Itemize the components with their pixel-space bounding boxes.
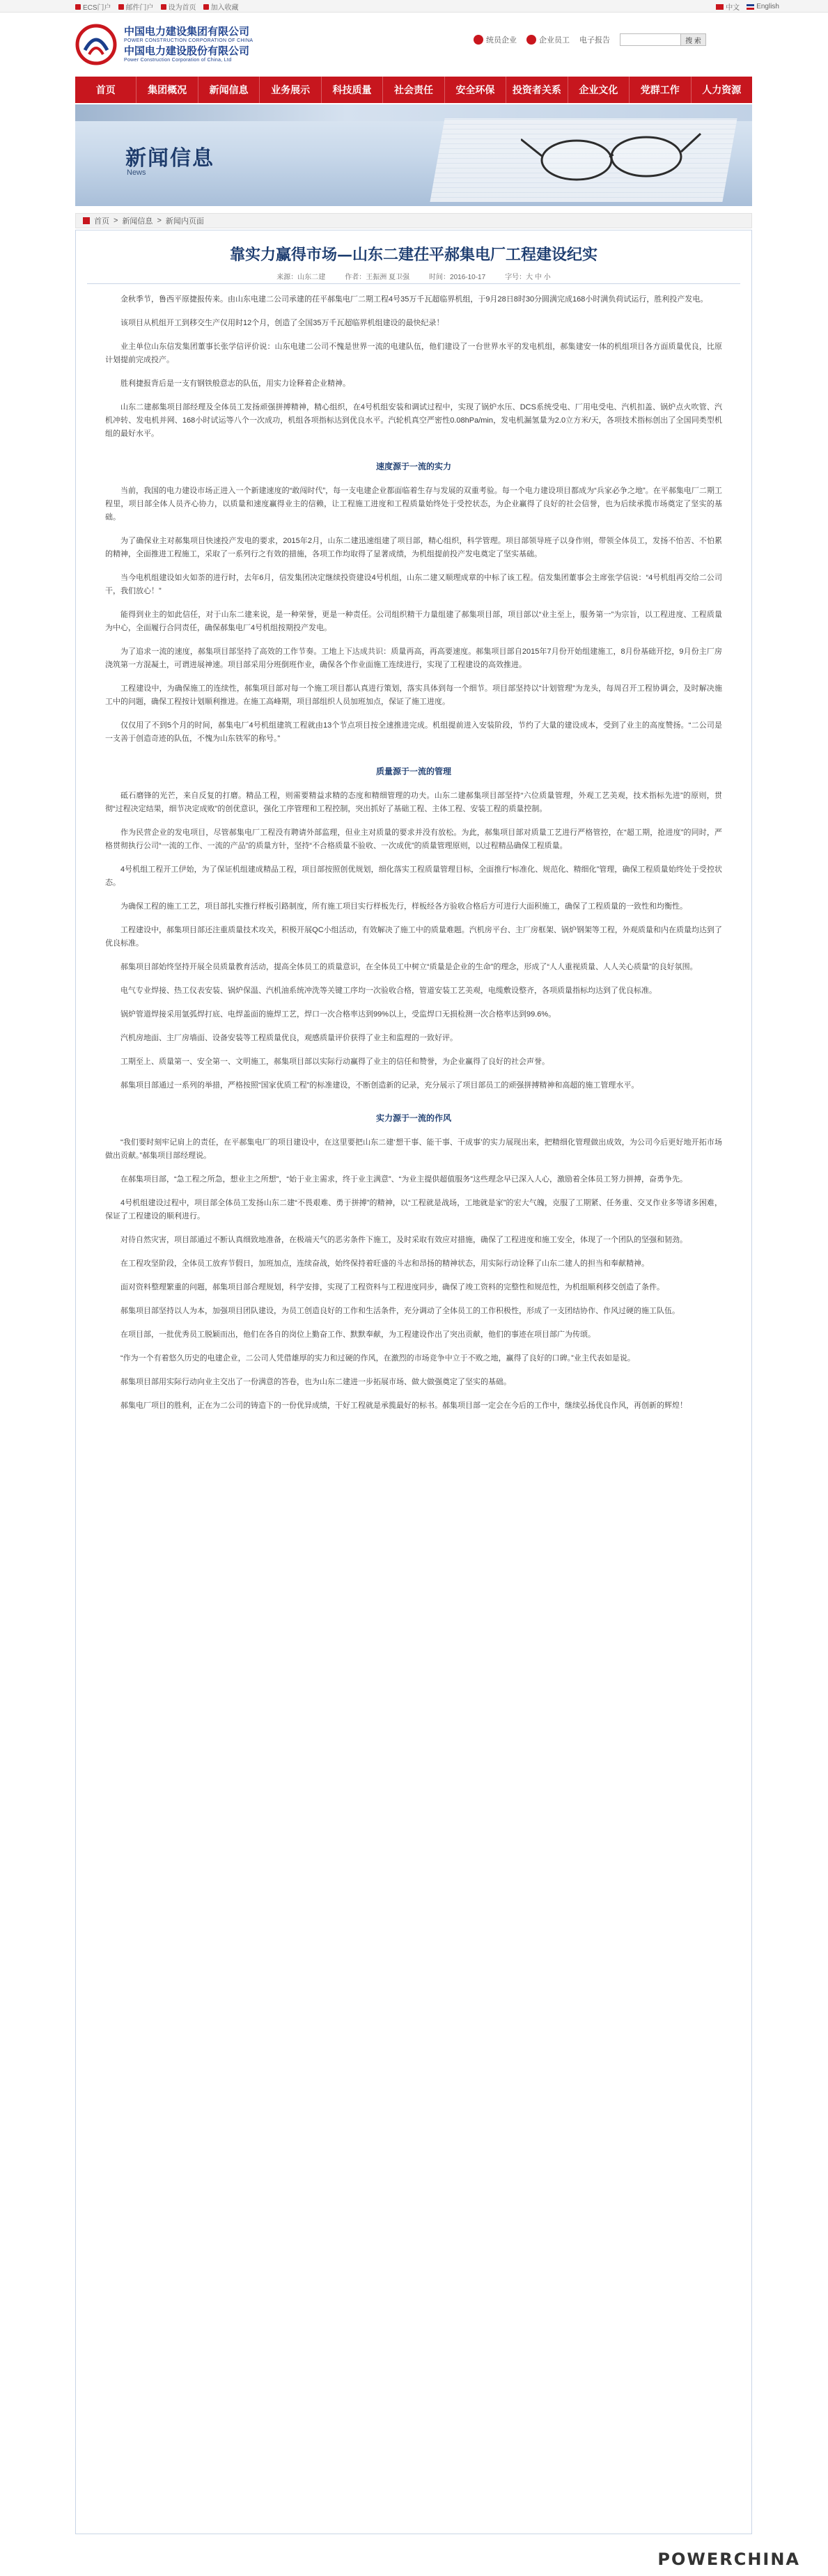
paragraph: 工程建设中，为确保施工的连续性，郝集项目部对每一个施工项目都认真进行策划，落实具体到每一个细节。项目部坚持以“计划管理”为龙头，每周召开工程协调会，及时解决施工中的问题，确保工程按计划顺利推进。在施工高峰期，项目部组织人员加班加点，保证了施工进度。 (105, 684, 722, 706)
nav-item-hr[interactable]: 人力资源 (702, 84, 742, 95)
china-flag-icon (716, 4, 724, 10)
uk-flag-icon (747, 4, 754, 10)
logo-en-group: POWER CONSTRUCTION CORPORATION OF CHINA (124, 38, 253, 43)
article-body (105, 293, 722, 1423)
star-icon (203, 4, 209, 10)
nav-item-business[interactable]: 业务展示 (260, 77, 321, 103)
paragraph: 为了确保业主对郝集项目快速投产发电的要求，2015年2月，山东二建迅速组建了项目部，精心组织，科学管理。项目部领导班子以身作则，带领全体员工，发扬不怕苦、不怕累的精神，全面推进工程施工，采取了一系列行之有效的措施，各项工作均取得了显著成绩，为机组提前投产发电奠定了坚实基础。 (105, 537, 722, 558)
paragraph: 工程建设中，郝集项目部还注重质量技术攻关，积极开展QC小组活动，有效解决了施工中的质量难题。汽机房平台、主厂房框架、锅炉钢架等工程，外观质量和内在质量均达到了优良标准。 (105, 926, 722, 948)
paragraph: 电气专业焊接、热工仪表安装、锅炉保温、汽机油系统冲洗等关键工序均一次验收合格，管道安装工艺美观，电缆敷设整齐，各项质量指标均达到了优良标准。 (120, 987, 657, 995)
lang-english[interactable]: English (747, 1, 779, 12)
article-author: 作者：王振洲 夏卫强 (345, 274, 410, 281)
nav-item-culture[interactable]: 企业文化 (568, 77, 630, 103)
paragraph: 4号机组建设过程中，项目部全体员工发扬山东二建“不畏艰难、勇于拼搏”的精神，以“工程就是战场，工地就是家”的宏大气魄，克服了工期紧、任务重、交叉作业多等诸多困难，保证了工程建设的顺利进行。 (105, 1199, 722, 1220)
header-tools (474, 33, 706, 46)
paragraph: 郝集项目部坚持以人为本，加强项目团队建设，为员工创造良好的工作和生活条件，充分调动了全体员工的工作积极性，形成了一支团结协作、作风过硬的施工队伍。 (120, 1307, 680, 1315)
paragraph: “我们要时刻牢记肩上的责任，在平郝集电厂的项目建设中，在这里要把山东二建‘想干事、能干事、干成事’的实力展现出来，把精细化管理做出成效，为公司今后更好地开拓市场做出贡献。”郝集项目部经理说。 (105, 1138, 722, 1160)
nav-item-party[interactable]: 党群工作 (630, 77, 691, 103)
logo-text (124, 25, 253, 64)
article-meta (76, 271, 751, 281)
paragraph: 郝集电厂项目的胜利，正在为二公司的铸造下的一份优异成绩，干好工程就是承揽最好的标书。郝集项目部一定会在今后的工作中，继续弘扬优良作风，再创新的辉煌！ (120, 1401, 687, 1410)
staff-link[interactable]: 企业员工 (526, 34, 570, 45)
search-input[interactable] (620, 33, 681, 46)
logo-en-company: Power Construction Corporation of China, Ltd (124, 58, 232, 63)
paragraph: 郝集项目部始终坚持开展全员质量教育活动，提高全体员工的质量意识，在全体员工中树立“质量是企业的生命”的理念，形成了“人人重视质量、人人关心质量”的良好氛围。 (120, 963, 698, 971)
e-report-link[interactable]: 电子报告 (579, 36, 610, 45)
set-homepage-link[interactable]: 设为首页 (161, 1, 196, 12)
breadcrumb: 首页 > 新闻信息 > 新闻内页面 (75, 213, 752, 228)
paragraph: 当前，我国的电力建设市场正进入一个新建速度的“敢闯时代”，每一支电建企业都面临着生存与发展的双重考验。每一个电力建设项目都成为“兵家必争之地”。在平郝集电厂二期工程里，项目部全体人员齐心协力，以质量和速度赢得业主的信赖，让工程施工进度和工程质量始终处于受控状态，为企业赢得了良好的社会信誉，也为后续承揽市场奠定了坚实的基础。 (105, 487, 722, 521)
paragraph: 在郝集项目部，“急工程之所急，想业主之所想”，“始于业主需求，终于业主满意”、“为业主提供超值服务”这些理念早已深入人心，激励着全体员工努力拼搏，奋勇争先。 (120, 1175, 687, 1184)
page-footer (0, 2541, 828, 2576)
lang-chinese[interactable]: 中文 (716, 1, 740, 12)
language-switch (716, 1, 779, 12)
article-title: 靠实力赢得市场—山东二建茌平郝集电厂工程建设纪实 (229, 246, 597, 264)
paragraph: 面对资料整理繁重的问题，郝集项目部合理规划，科学安排，实现了工程资料与工程进度同步，确保了竣工资料的完整性和规范性，为机组顺利移交创造了条件。 (120, 1283, 664, 1291)
breadcrumb-current: 新闻内页面 (165, 217, 204, 226)
section-heading: 速度源于一流的实力 (375, 462, 451, 471)
member-icon (474, 35, 483, 45)
nav-item-news[interactable]: 新闻信息 (198, 77, 260, 103)
section-heading: 实力源于一流的作风 (375, 1113, 451, 1123)
main-nav (75, 77, 752, 103)
paragraph: 砥石磨锋的光芒，来自反复的打磨。精品工程，则需要精益求精的态度和精细管理的功夫。山东二建郝集项目部坚持“六位质量管理，外观工艺美观，技术指标先进”的原则，贯彻“过程决定结果，细节决定成败”的创优意识，强化工序管理和工程控制，突出抓好了基础工程、主体工程、安装工程的质量控制。 (105, 792, 722, 813)
paragraph: 4号机组工程开工伊始，为了保证机组建成精品工程，项目部按照创优规划，细化落实工程质量管理目标，全面推行“标准化、规范化、精细化”管理，确保工程质量始终处于受控状态。 (105, 865, 722, 887)
paragraph: 当今电机组建设如火如荼的进行时，去年6月，信发集团决定继续投资建设4号机组，山东二建又顺理成章的中标了该工程。信发集团董事会主席张学信说：“4号机组再交给二公司干，我们放心！” (105, 574, 722, 595)
section-banner (75, 104, 752, 206)
paragraph: 为确保工程的施工工艺，项目部扎实推行样板引路制度，所有施工项目实行样板先行，样板经各方验收合格后方可进行大面积施工，确保了工程质量的一致性和均衡性。 (120, 902, 687, 911)
site-search (620, 33, 706, 46)
article-date: 时间：2016-10-17 (429, 274, 486, 281)
search-button[interactable]: 搜 索 (681, 33, 706, 46)
paragraph: 为了追求一流的速度，郝集项目部坚持了高效的工作节奏。工地上下达成共识：质量再高，再高要速度。郝集项目部自2015年7月份开始组建施工，8月份基础开挖，9月份主厂房浇筑第一方混凝土，可谓进展神速。项目部采用分班倒班作业，确保各个作业面施工连续进行，实现了工程建设的高效推进。 (105, 647, 722, 669)
breadcrumb-home[interactable]: 首页 (94, 217, 109, 226)
paragraph: 汽机房地面、主厂房墙面、设备安装等工程质量优良，观感质量评价获得了业主和监理的一致好评。 (120, 1034, 458, 1042)
powerchina-logo-icon (75, 24, 117, 65)
nav-item-tech-quality[interactable]: 科技质量 (322, 77, 383, 103)
mail-portal-link[interactable]: 邮件门户 (118, 1, 154, 12)
paragraph: 金秋季节，鲁西平原捷报传来。由山东电建二公司承建的茌平郝集电厂二期工程4号35万千瓦超临界机组，于9月28日8时30分圆满完成168小时满负荷试运行，胜利投产发电。 (120, 295, 708, 304)
company-logo[interactable] (75, 21, 305, 68)
ecs-portal-link[interactable]: ECS门户 (75, 1, 111, 12)
paragraph: “作为一个有着悠久历史的电建企业，二公司人凭借雄厚的实力和过硬的作风，在激烈的市场竞争中立于不败之地，赢得了良好的口碑。”业主代表如是说。 (120, 1354, 635, 1362)
breadcrumb-news[interactable]: 新闻信息 (122, 217, 153, 226)
nav-item-about[interactable]: 集团概况 (136, 77, 198, 103)
nav-item-investors[interactable]: 投资者关系 (506, 77, 568, 103)
nav-item-social-responsibility[interactable]: 社会责任 (383, 77, 444, 103)
top-utility-bar (0, 0, 828, 13)
meta-divider (87, 283, 740, 284)
font-size-switch[interactable]: 字号：大 中 小 (505, 274, 551, 281)
section-heading: 质量源于一流的管理 (375, 767, 451, 776)
site-header (0, 13, 828, 75)
paragraph: 工期至上、质量第一、安全第一、文明施工，郝集项目部以实际行动赢得了业主的信任和赞誉，为企业赢得了良好的社会声誉。 (120, 1058, 549, 1066)
paragraph: 该项目从机组开工到移交生产仅用时12个月，创造了全国35万千瓦超临界机组建设的最快纪录！ (120, 319, 444, 327)
paragraph: 作为民营企业的发电项目，尽管郝集电厂工程没有聘请外部监理，但业主对质量的要求并没有放松。为此，郝集项目部对质量工艺进行严格管控，在“超工期，抢进度”的同时，严格贯彻执行公司“一流的工作、一流的产品”的质量方针，坚持“不合格质量不验收、一次成优”的质量管理原则，以过程精品确保工程质量。 (105, 828, 722, 850)
add-favorite-link[interactable]: 加入收藏 (203, 1, 239, 12)
logo-cn-group: 中国电力建设集团有限公司 (124, 25, 250, 38)
member-companies-link[interactable]: 统员企业 (474, 34, 517, 45)
paragraph: 郝集项目部通过一系列的举措，严格按照“国家优质工程”的标准建设，不断创造新的记录，充分展示了项目部员工的顽强拼搏精神和高超的施工管理水平。 (120, 1081, 639, 1090)
banner-title: 新闻信息 (125, 147, 214, 170)
nav-item-home[interactable]: 首页 (75, 77, 136, 103)
paragraph: 仅仅用了不到5个月的时间，郝集电厂4号机组建筑工程就由13个节点项目按全速推进完成。机组提前进入安装阶段，节约了大量的建设成本，受到了业主的高度赞扬。“二公司是一支善于创造奇迹的队伍，不愧为山东铁军的称号。” (105, 721, 722, 743)
logo-cn-company: 中国电力建设股份有限公司 (124, 45, 250, 57)
paragraph: 在工程攻坚阶段，全体员工放弃节假日，加班加点，连续奋战，始终保持着旺盛的斗志和昂扬的精神状态，用实际行动诠释了山东二建人的担当和奉献精神。 (120, 1259, 649, 1268)
glasses-image (521, 125, 702, 188)
home-icon (161, 4, 166, 10)
paragraph: 对待自然灾害，项目部通过不断认真细致地准备，在极端天气的恶劣条件下施工，及时采取有效应对措施，确保了工程进度和施工安全，体现了一个团队的坚强和韧劲。 (120, 1236, 687, 1244)
paragraph: 业主单位山东信发集团董事长张学信评价说：山东电建二公司不愧是世界一流的电建队伍，他们建设了一台世界水平的发电机组，郝集建安一体的机组项目各方面质量优良，比原计划提前完成投产。 (105, 343, 722, 364)
article-source: 来源：山东二建 (276, 274, 326, 281)
paragraph: 山东二建郝集项目部经理及全体员工发扬顽强拼搏精神，精心组织，在4号机组安装和调试过程中，实现了锅炉水压、DCS系统受电、厂用电受电、汽机扣盖、锅炉点火吹管、汽机冲转、发电机并网、168小时试运等八个一次成功，机组各项指标达到优良水平。汽轮机真空严密性0.08hPa/min，发电机漏氢量为2.0立方米/天，各项技术指标创出了全国同类型机组的最好水平。 (105, 403, 722, 438)
mail-icon (118, 4, 124, 10)
paragraph: 郝集项目部用实际行动向业主交出了一份满意的答卷，也为山东二建进一步拓展市场、做大做强奠定了坚实的基础。 (120, 1378, 511, 1386)
footer-logo: POWERCHINA (657, 2550, 800, 2569)
portal-icon (75, 4, 81, 10)
article-panel (75, 230, 752, 2534)
top-links (75, 1, 239, 12)
paragraph: 胜利捷报背后是一支有钢铁般意志的队伍，用实力诠释着企业精神。 (120, 379, 350, 388)
staff-icon (526, 35, 536, 45)
paragraph: 在项目部，一批优秀员工脱颖而出，他们在各自的岗位上勤奋工作、默默奉献，为工程建设作出了突出贡献，他们的事迹在项目部广为传颂。 (120, 1330, 595, 1339)
nav-item-safety[interactable]: 安全环保 (445, 77, 506, 103)
banner-subtitle: News (127, 168, 146, 177)
home-icon (83, 217, 90, 224)
paragraph: 能得到业主的如此信任，对于山东二建来说，是一种荣誉，更是一种责任。公司组织精干力量组建了郝集项目部，项目部以“业主至上，服务第一”为宗旨，以工程进度、工程质量为中心，全面履行合同责任，确保郝集电厂4号机组按期投产发电。 (105, 611, 722, 632)
paragraph: 锅炉管道焊接采用氩弧焊打底、电焊盖面的施焊工艺，焊口一次合格率达到99%以上，受监焊口无损检测一次合格率达到99.6%。 (120, 1010, 556, 1019)
